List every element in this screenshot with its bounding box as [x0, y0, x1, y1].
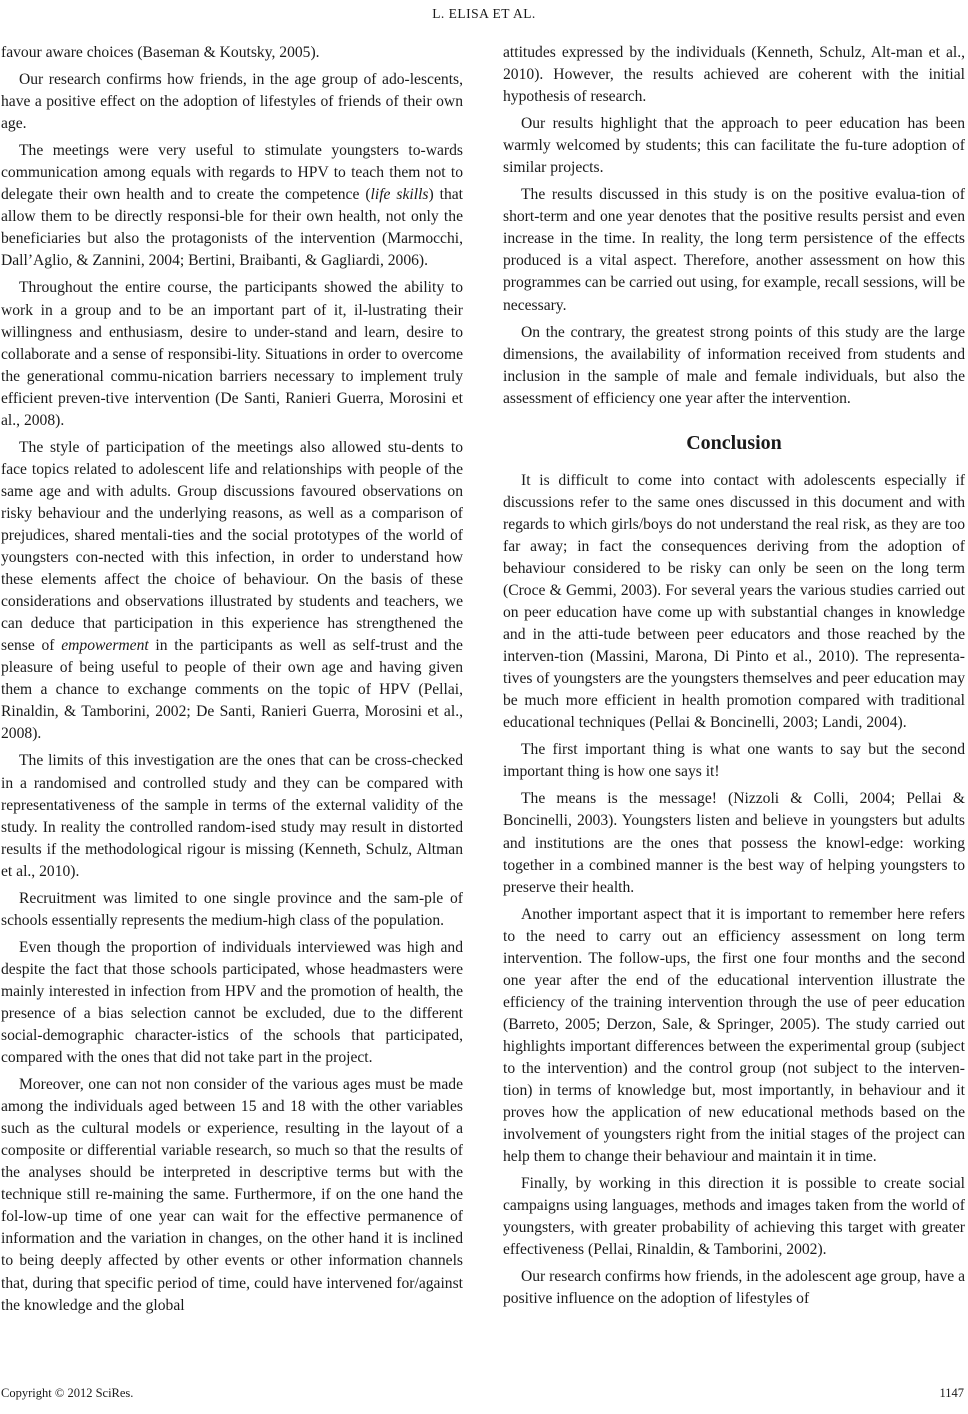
text-run: The results discussed in this study is on the positive evalua-tion of short-term and one year denotes that the positive results persist and even increase in the time. In reality, the long term persistence of the effects produced is a vital aspect. Therefore, another assessment on how this programmes can be carried out using, for example, recall sessions, will be necessary. — [503, 186, 965, 314]
page-number: 1147 — [939, 1386, 964, 1400]
running-head: L. ELISA ET AL. — [432, 6, 536, 21]
copyright-notice: Copyright © 2012 SciRes. — [1, 1386, 134, 1400]
paragraph — [1, 937, 463, 1069]
text-run: attitudes expressed by the individuals (Kenneth, Schulz, Alt-man et al., 2010). However, the results achieved are coherent with the initial hypothesis of research. — [503, 44, 965, 106]
text-run: The first important thing is what one wants to say but the second important thing is how one says it! — [503, 741, 965, 781]
text-run: ) that allow them to be directly responsi-ble for their own health, not only the beneficiaries but also the protagonists of the intervention (Marmocchi, Dall’Aglio, & Zannini, 2004; Bertini, Braibanti, & Gagliardi, 2006). — [1, 186, 463, 270]
text-run: The style of participation of the meetings also allowed stu-dents to face topics related to adolescent life and relationships with people of the same age and with adults. Group discussions favoured observations on risky behaviour and the underlying reasons, as well as a comparison of prejudices, shared mentali-ties and the social prototypes of the world of youngsters con-nected with this infection, in order to understand how these elements affect the choice of behaviour. On the basis of these considerations and observations illustrated by students and teachers, we can deduce that participation in this experience has strengthened the sense of — [1, 438, 463, 655]
paragraph — [1, 140, 463, 272]
right-column — [503, 42, 965, 1310]
text-run: Even though the proportion of individuals interviewed was high and despite the fact that those schools participated, whose headmasters were mainly interested in infection from HPV and the promotion of health, the presence of a bias selection cannot be excluded, due to the different social-demographic character-istics of the schools that participated, compared with the ones that did not take part in the project. — [1, 938, 463, 1067]
text-run: On the contrary, the greatest strong points of this study are the large dimensions, the availability of information received from students and inclusion in the sample of male and female individuals, but also the assessment of efficiency one year after the intervention. — [503, 323, 965, 407]
paragraph — [503, 739, 965, 783]
paragraph — [1, 42, 463, 64]
text-run: Throughout the entire course, the participants showed the ability to work in a group and to be an important part of it, il-lustrating their willingness and enthusiasm, desire to under-stand and learn, desire to collaborate and a sense of responsibi-lity. Situations in order to overcome the generational commu-nication barriers necessary to implement truly efficient preven-tive intervention (De Santi, Ranieri Guerra, Morosini et al., 2008). — [1, 279, 463, 429]
paragraph — [1, 69, 463, 135]
text-run: Recruitment was limited to one single province and the sam-ple of schools essentially represents the medium-high class of the population. — [1, 889, 463, 929]
text-run: Our results highlight that the approach to peer education has been warmly welcomed by students; this can facilitate the fu-ture adoption of similar projects. — [503, 115, 965, 177]
italic-text-run: empowerment — [61, 637, 149, 655]
paragraph — [503, 322, 965, 410]
text-run: The limits of this investigation are the ones that can be cross-checked in a randomised and controlled study and they can be compared with representativeness of the sample in terms of the external validity of the study. In reality the controlled random-ised study may result in distorted results if the methodological rigour is missing (Kenneth, Schulz, Altman et al., 2010). — [1, 752, 463, 880]
paragraph — [1, 888, 463, 932]
paragraph — [503, 1266, 965, 1310]
paragraph — [503, 904, 965, 1169]
text-run: favour aware choices (Baseman & Koutsky, 2005). — [1, 44, 320, 61]
paragraph — [503, 788, 965, 898]
text-run: Moreover, one can not non consider of the various ages must be made among the individuals aged between 15 and 18 with the other variables such as the cultural models or experience, resulting in the layout of a composite or differential variable research, so much so that the results of the analyses should be interpreted in descriptive terms but with the technique still re-maining the same. Furthermore, if on the one hand the fol-low-up time of one year can wait for the effective permanence of information and the variation in changes, on the other hand it is inclined to being deeply affected by other events or other information channels that, during that specific period of time, could have intervened for/against the knowledge and the global — [1, 1076, 463, 1314]
paragraph — [1, 437, 463, 746]
paragraph — [503, 42, 965, 108]
paragraph — [503, 470, 965, 735]
section-heading-conclusion: Conclusion — [686, 431, 782, 454]
paragraph — [503, 1173, 965, 1261]
left-column — [1, 42, 463, 1317]
paragraph — [1, 277, 463, 431]
text-run: Our research confirms how friends, in the age group of ado-lescents, have a positive effect on the adoption of lifestyles of friends of their own age. — [1, 71, 463, 133]
paragraph — [503, 113, 965, 179]
paragraph — [1, 750, 463, 882]
text-run: in the participants as well as self-trust and the pleasure of being useful to people of their own age and having given them a chance to exchange comments on the topic of HPV (Pellai, Rinaldin, & Tamborini, 2002; De Santi, Ranieri Guerra, Morosini et al., 2008). — [1, 637, 463, 743]
paragraph — [503, 184, 965, 316]
text-run: The meetings were very useful to stimulate youngsters to-wards communication among equals with regards to HPV to teach them not to delegate their own health and to create the competence ( — [1, 142, 463, 204]
text-run: Another important aspect that it is important to remember here refers to the need to carry out an efficiency assessment on long term intervention. The follow-ups, the first one four months and the second one year after the end of the educational intervention illustrate the efficiency of the training intervention through the use of peer education (Barreto, 2005; Derzon, Sale, & Springer, 2005). The study carried out highlights important differences between the experimental group (subject to the intervention) and the control group (not subject to the interven-tion) in terms of knowledge but, most importantly, in behaviour and it proves how the application of new educational methods based on the involvement of youngsters right from the initial stages of the project can help them to change their behaviour and maintain it in time. — [503, 905, 965, 1166]
text-run: Our research confirms how friends, in the adolescent age group, have a positive influence on the adoption of lifestyles of — [503, 1268, 965, 1308]
text-run: It is difficult to come into contact with adolescents especially if discussions refer to the same ones discussed in this document and with regards to which girls/boys do not understand the real risk, as they are too far away; in fact the consequences deriving from the adoption of behaviour considered to be risky can only be seen on the long term (Croce & Gemmi, 2003). For several years the various studies carried out on peer education have come up with substantial changes in knowledge and in the atti-tude between peer educators and those reached by the interven-tion (Massini, Marona, Di Pinto et al., 2010). The representa-tives of youngsters are the youngsters themselves and peer education may be much more efficient in health promotion compared with traditional educational techniques (Pellai & Boncinelli, 2003; Landi, 2004). — [503, 471, 965, 732]
text-run: The means is the message! (Nizzoli & Colli, 2004; Pellai & Boncinelli, 2003). Youngsters listen and believe in youngsters but adults and institutions are the ones that possess the knowl-edge: working together in a combined manner is the best way of helping youngsters to preserve their health. — [503, 790, 965, 896]
text-run: Finally, by working in this direction it is possible to create social campaigns using languages, methods and images taken from the world of youngsters, with greater probability of achieving this target with greater effectiveness (Pellai, Rinaldin, & Tamborini, 2002). — [503, 1175, 965, 1259]
italic-text-run: life skills — [370, 186, 429, 204]
paragraph — [1, 1074, 463, 1317]
